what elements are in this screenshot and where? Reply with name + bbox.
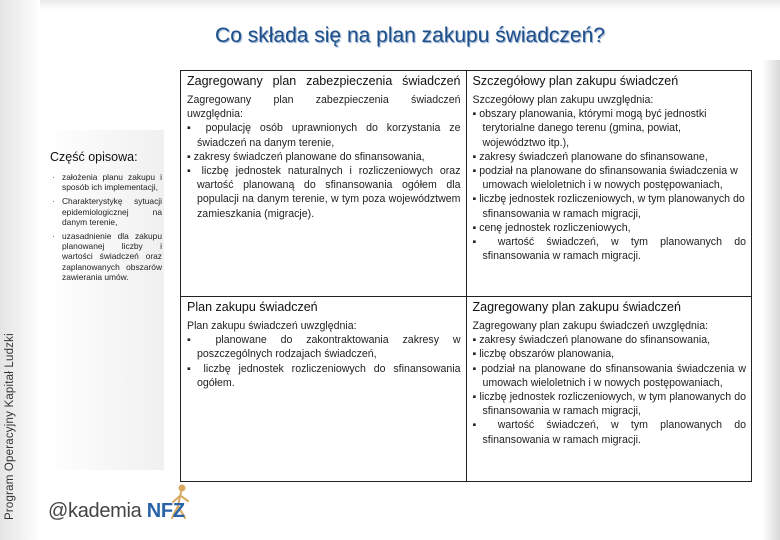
cell-line: Plan zakupu świadczeń uwzględnia: [187,320,357,332]
cell-line: ▪ populację osób uprawnionych do korzystania ze świadczeń na danym terenie, [187,122,461,149]
left-panel-list [50,172,162,286]
cell-line: ▪ liczbę obszarów planowania, [472,348,615,361]
cell-line: ▪ cenę jednostek rozliczeniowych, [472,221,631,234]
cell-heading: Plan zakupu świadczeń [187,300,318,314]
list-item: · założenia planu zakupu i sposób ich implementacji, [50,172,162,192]
cell-line: ▪ obszary planowania, którymi mogą być jednostki terytorialne danego terenu (gmina, powiat, województwo itp.), [472,108,707,149]
cell-line: ▪ planowane do zakontraktowania zakresy w poszczególnych rodzajach świadczeń, [187,334,461,361]
cell-line: ▪ podział na planowane do sfinansowania świadczenia w umowach wieloletnich i w nowych postępowaniach, [472,362,746,389]
list-item: · Charakterystykę sytuacji epidemiologicznej na danym terenie, [50,196,162,227]
cell-heading: Szczegółowy plan zakupu świadczeń [472,74,679,88]
logo-wordmark [48,500,185,523]
cell-line: Zagregowany plan zakupu świadczeń uwzględnia: [472,320,709,332]
cell-purchase-plan [181,297,467,482]
cell-heading: Zagregowany plan zabezpieczenia świadczeń [187,74,461,88]
program-side-label: Program Operacyjny Kapitał Ludzki [4,333,16,520]
cell-line: ▪ zakresy świadczeń planowane do sfinansowania, [472,334,711,347]
cell-line: Szczegółowy plan zakupu uwzględnia: [472,94,654,106]
plan-grid-table [180,70,752,482]
cell-line: ▪ liczbę jednostek rozliczeniowych, w tym planowanych do sfinansowania w ramach migracji, [472,193,745,220]
slide-title: Co składa się na plan zakupu świadczeń? [215,24,605,47]
left-panel-heading: Część opisowa: [50,150,138,164]
cell-line: ▪ wartość świadczeń, w tym planowanych do sfinansowania w ramach migracji. [472,236,746,263]
cell-line: ▪ liczbę jednostek naturalnych i rozliczeniowych oraz wartość planowaną do sfinansowania ogółem dla populacji na danym terenie, w tym poza województwem zamieszkania (migracje). [187,165,461,220]
cell-aggregated-security-plan [181,71,467,297]
cell-heading: Zagregowany plan zakupu świadczeń [472,300,681,314]
cell-line: ▪ podział na planowane do sfinansowania świadczenia w umowach wieloletnich i w nowych postępowaniach, [472,165,738,192]
cell-line: ▪ liczbę jednostek rozliczeniowych do sfinansowania ogółem. [187,362,461,389]
cell-line: Zagregowany plan zabezpieczenia świadczeń uwzględnia: [187,94,461,121]
top-gradient-bar [0,0,780,10]
list-item: · uzasadnienie dla zakupu planowanej liczby i wartości świadczeń oraz zaplanowanych obszarów zawierania umów. [50,231,162,282]
right-gradient-strip [762,60,780,540]
logo-text-nfz: NFZ [141,500,185,522]
cell-detailed-purchase-plan [466,71,752,297]
cell-line: ▪ wartość świadczeń, w tym planowanych do sfinansowania w ramach migracji. [472,419,746,446]
cell-aggregated-purchase-plan [466,297,752,482]
cell-line: ▪ zakresy świadczeń planowane do sfinansowane, [472,150,708,163]
cell-line: ▪ zakresy świadczeń planowane do sfinansowania, [187,150,425,163]
cell-line: ▪ liczbę jednostek rozliczeniowych, w tym planowanych do sfinansowania w ramach migracji, [472,391,746,418]
logo-text-akademia: @kademia [48,500,142,522]
